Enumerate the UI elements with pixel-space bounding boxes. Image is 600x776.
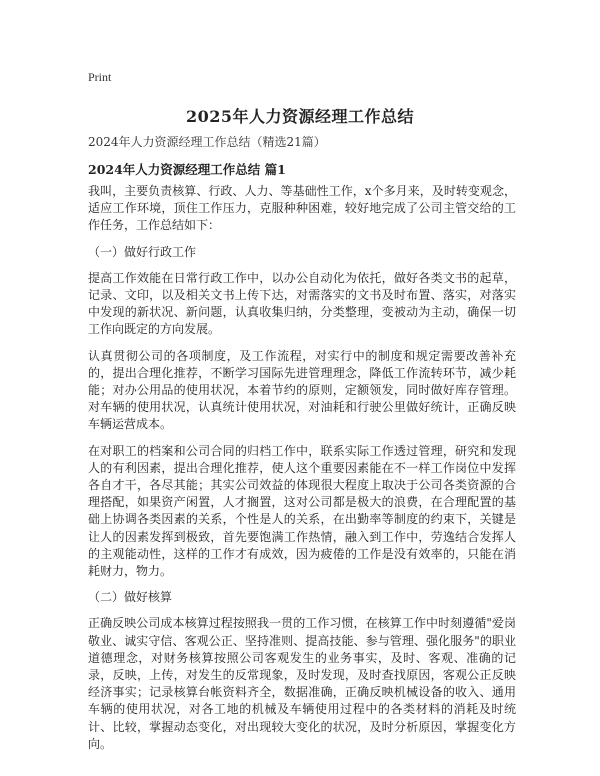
section-heading-admin: （一）做好行政工作 bbox=[88, 244, 197, 259]
article-content bbox=[88, 183, 516, 762]
document-title: 2025年人力资源经理工作总结 bbox=[185, 107, 415, 126]
section-heading-accounting: （二）做好核算 bbox=[88, 590, 173, 605]
document-subtitle: 2024年人力资源经理工作总结（精选21篇） bbox=[88, 135, 326, 149]
print-link[interactable]: Print bbox=[88, 70, 112, 84]
intro-paragraph: 我叫，主要负责核算、行政、人力、等基础性工作，x个多月来，及时转变观念，适应工作环境，顶住工作压力，克服种种困难，较好地完成了公司主管交给的工作任务，工作总结如下： bbox=[88, 184, 516, 233]
body-paragraph: 正确反映公司成本核算过程按照我一贯的工作习惯，在核算工作中时刻遵循"爱岗敬业、诚实守信、客观公正、坚持准则、提高技能、参与管理、强化服务"的职业道德理念，对财务核算按照公司客观发生的业务事实，及时、客观、准确的记录，反映，上传，对发生的反常现象，及时发现，及时查找原因，客观公正反映经济事实；记录核算台帐资料齐全，数据准确，正确反映机械设备的收入、通用车辆的使用状况，对各工地的机械及车辆使用过程中的各类材料的消耗及时统计、比较，掌握动态变化，对出现较大变化的状况，及时分析原因，掌握变化方向。 bbox=[88, 616, 516, 751]
body-paragraph: 在对职工的档案和公司合同的归档工作中，联系实际工作透过管理，研究和发现人的有利因素，提出合理化推荐，使人这个重要因素能在不一样工作岗位中发挥各自才干，各尽其能；其实公司效益的体现很大程度上取决于公司各类资源的合理搭配，如果资产闲置，人才搁置，这对公司都是极大的浪费，在合理配置的基础上协调各类因素的关系，个性是人的关系，在出勤率等制度的约束下，关键是让人的因素发挥到极致，首先要饱满工作热情，融入到工作中，劳逸结合发挥人的主观能动性，这样的工作才有成效，因为疲倦的工作是没有效率的，只能在消耗财力，物力。 bbox=[88, 443, 516, 579]
body-paragraph: 提高工作效能在日常行政工作中，以办公自动化为依托，做好各类文书的起草，记录、文印，以及相关文书上传下达，对需落实的文书及时布置、落实，对落实中发现的新状况、新问题，认真收集归纳，分类整理，变被动为主动，确保一切工作向既定的方向发展。 bbox=[88, 270, 516, 337]
body-paragraph: 认真贯彻公司的各项制度，及工作流程，对实行中的制度和规定需要改善补充的，提出合理化推荐，不断学习国际先进管理理念，降低工作流转环节，减少耗能；对办公用品的使用状况，本着节约的原则，定额领发，同时做好库存管理。对车辆的使用状况，认真统计使用状况，对油耗和行驶公里做好统计，正确反映车辆运营成本。 bbox=[88, 348, 516, 432]
article-heading: 2024年人力资源经理工作总结 篇1 bbox=[88, 162, 286, 177]
